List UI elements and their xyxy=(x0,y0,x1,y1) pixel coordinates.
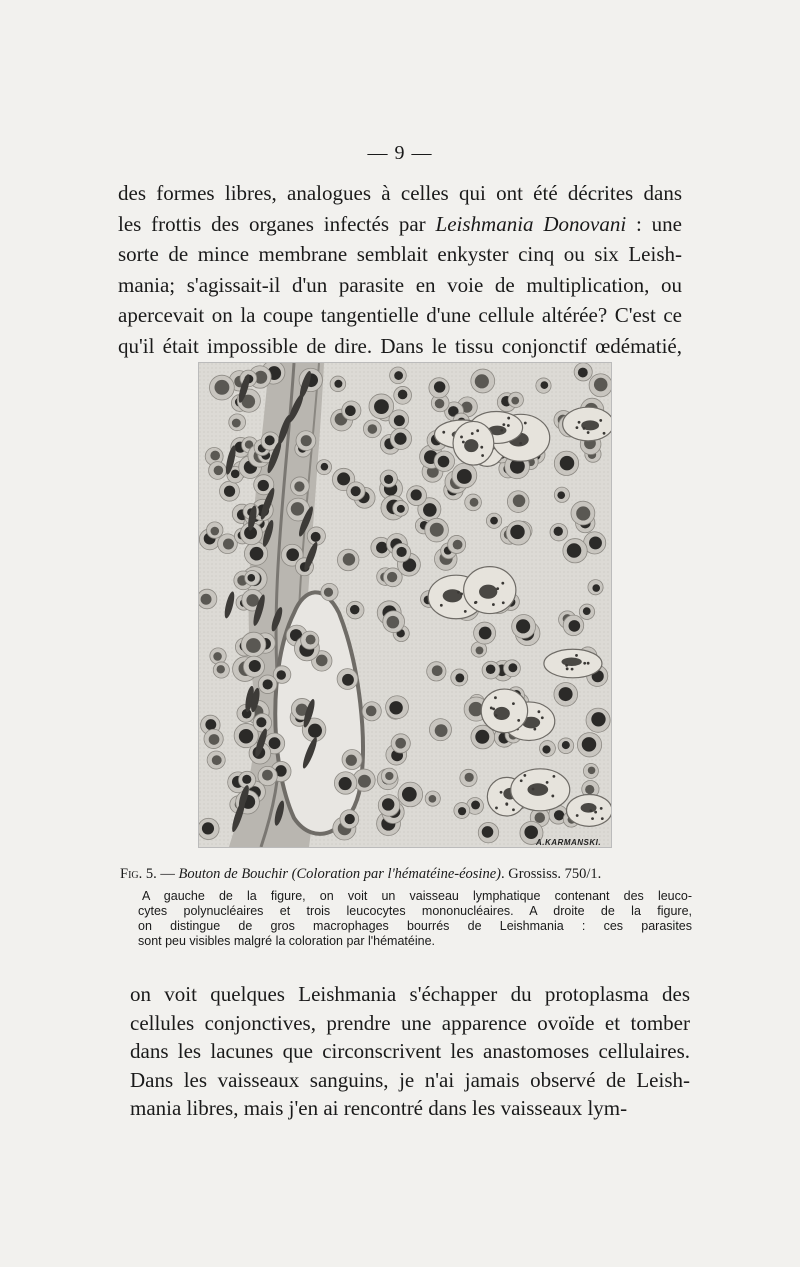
parasite-dot xyxy=(519,442,522,445)
parasite-dot xyxy=(494,696,497,699)
caption-line: on distingue de gros macrophages bourrés de Leishmania : ces parasites xyxy=(138,919,692,933)
cell-nucleus xyxy=(592,584,600,592)
cell-nucleus xyxy=(205,719,216,730)
cell-nucleus xyxy=(508,663,517,672)
cell-nucleus xyxy=(389,701,402,714)
parasite-dot xyxy=(507,424,510,427)
cell-nucleus xyxy=(510,525,524,539)
parasite-dot xyxy=(512,808,515,811)
cell-nucleus xyxy=(384,475,393,484)
parasite-dot xyxy=(474,601,477,604)
parasite-dot xyxy=(524,422,527,425)
cell-nucleus xyxy=(385,772,393,780)
cell-nucleus xyxy=(578,368,588,378)
cell-nucleus xyxy=(490,517,498,525)
text-line: qu'il était impossible de dire. Dans le tissu conjonctif œdématié, xyxy=(118,333,682,358)
cell-nucleus xyxy=(582,737,596,751)
cell-nucleus xyxy=(397,505,405,513)
cell-nucleus xyxy=(476,647,484,655)
cell-nucleus xyxy=(585,785,594,794)
cell-nucleus xyxy=(554,527,563,536)
cell-nucleus xyxy=(554,810,564,820)
cell-nucleus xyxy=(396,547,406,557)
caption-line: sont peu visibles malgré la coloration par l'hématéine. xyxy=(138,934,435,948)
illustrator-signature: A.KARMANSKI. xyxy=(536,838,602,847)
cell-nucleus xyxy=(212,755,222,765)
cell-nucleus xyxy=(453,540,463,550)
cell-nucleus xyxy=(559,687,573,701)
parasite-dot xyxy=(476,429,479,432)
species-name: Leishmania Donovani xyxy=(435,211,627,236)
cell-nucleus xyxy=(542,745,550,753)
cell-nucleus xyxy=(324,588,333,597)
cell-nucleus xyxy=(343,553,355,565)
parasite-dot xyxy=(546,781,549,784)
parasite-dot xyxy=(495,807,498,810)
parasite-dot xyxy=(442,431,445,434)
text-line: apercevait on la coupe tangentielle d'une cellule altérée? C'est ce xyxy=(118,303,682,327)
cell-nucleus xyxy=(465,773,474,782)
cell-nucleus xyxy=(246,638,261,653)
parasite-dot xyxy=(571,668,574,671)
cell-nucleus xyxy=(210,451,220,461)
parasite-dot xyxy=(492,707,495,710)
cell-nucleus xyxy=(306,635,316,645)
cell-nucleus xyxy=(457,469,472,484)
cell-nucleus xyxy=(591,712,605,726)
parasite-dot xyxy=(520,779,523,782)
cell-nucleus xyxy=(374,399,389,414)
cell-nucleus xyxy=(337,472,350,485)
parasite-dot xyxy=(507,417,510,420)
cell-nucleus xyxy=(223,539,234,550)
cell-nucleus xyxy=(511,397,519,405)
cell-nucleus xyxy=(291,502,304,515)
cell-nucleus xyxy=(398,390,408,400)
cell-nucleus xyxy=(471,801,480,810)
cell-nucleus xyxy=(588,767,596,775)
parasite-dot xyxy=(500,791,503,794)
parasite-dot xyxy=(532,788,535,791)
caption-heading: Fig. 5. — Bouton de Bouchir (Coloration par l'hématéine-éosine). Grossiss. 750/1. xyxy=(120,866,602,882)
text-line: Dans les vaisseaux sanguins, je n'ai jamais observé de Leish- xyxy=(130,1067,690,1092)
cell-nucleus xyxy=(475,730,489,744)
parasite-dot xyxy=(481,454,484,457)
parasite-dot xyxy=(603,432,606,435)
text-line: on voit quelques Leishmania s'échapper du protoplasma des xyxy=(130,982,690,1006)
parasite-dot xyxy=(505,802,508,805)
parasite-dot xyxy=(587,431,590,434)
cell-nucleus xyxy=(557,491,565,499)
cell-nucleus xyxy=(342,674,354,686)
cell-nucleus xyxy=(242,775,251,784)
cell-nucleus xyxy=(277,670,286,679)
parasite-dot xyxy=(462,441,465,444)
parasite-dot xyxy=(460,436,463,439)
cell-nucleus xyxy=(486,665,496,675)
cell-nucleus xyxy=(435,399,445,409)
cell-nucleus xyxy=(470,498,479,507)
parasite-dot xyxy=(517,719,520,722)
cell-nucleus xyxy=(265,435,275,445)
parasite-dot xyxy=(583,662,586,665)
macrophage-nucleus xyxy=(581,803,597,813)
figure-caption xyxy=(120,866,692,949)
cell-nucleus xyxy=(594,378,608,392)
cell-nucleus xyxy=(435,724,448,737)
cell-nucleus xyxy=(201,594,212,605)
text-line: mania; s'agissait-il d'un parasite en voie de multiplication, ou xyxy=(118,272,682,297)
cell-nucleus xyxy=(269,737,281,749)
cell-nucleus xyxy=(576,506,590,520)
caption-line: A gauche de la figure, on voit un vaisseau lymphatique contenant des leuco- xyxy=(142,889,692,903)
parasite-dot xyxy=(541,716,544,719)
text-line: cellules conjonctives, prendre une apparence ovoïde et tomber xyxy=(130,1010,690,1035)
parasite-dot xyxy=(591,817,594,820)
text-line: dans les lacunes que circonscrivent les anastomoses cellulaires. xyxy=(130,1039,690,1063)
parasite-dot xyxy=(578,421,581,424)
parasite-dot xyxy=(587,662,590,665)
paragraph-bottom xyxy=(130,980,690,1123)
text-line: sorte de mince membrane semblait enkyster cinq ou six Leish- xyxy=(118,242,682,266)
cell-nucleus xyxy=(215,380,230,395)
cell-nucleus xyxy=(351,486,361,496)
cell-nucleus xyxy=(394,415,405,426)
macrophage-nucleus xyxy=(464,439,478,452)
cell-nucleus xyxy=(263,679,273,689)
parasite-dot xyxy=(551,795,554,798)
parasite-dot xyxy=(576,814,579,817)
cell-nucleus xyxy=(458,807,466,815)
cell-nucleus xyxy=(513,495,525,507)
cell-nucleus xyxy=(524,825,538,839)
cell-nucleus xyxy=(350,605,359,614)
parasite-dot xyxy=(471,432,474,435)
parasite-dot xyxy=(523,774,526,777)
cell-nucleus xyxy=(382,798,394,810)
cell-nucleus xyxy=(482,826,494,838)
cell-nucleus xyxy=(301,435,312,446)
cell-nucleus xyxy=(224,486,235,497)
cell-nucleus xyxy=(535,812,546,823)
parasite-dot xyxy=(492,603,495,606)
cell-nucleus xyxy=(411,489,422,500)
parasite-dot xyxy=(583,427,586,430)
cell-nucleus xyxy=(589,536,602,549)
cell-nucleus xyxy=(231,470,240,479)
macrophage-nucleus xyxy=(562,657,582,666)
cell-nucleus xyxy=(358,775,371,788)
cell-nucleus xyxy=(475,374,489,388)
parasite-dot xyxy=(464,610,467,613)
parasite-dot xyxy=(589,809,592,812)
paragraph-top xyxy=(118,178,682,361)
parasite-dot xyxy=(457,591,460,594)
cell-nucleus xyxy=(479,627,492,640)
parasite-dot xyxy=(440,604,443,607)
cell-nucleus xyxy=(214,466,224,476)
cell-nucleus xyxy=(308,724,322,738)
cell-nucleus xyxy=(213,652,222,661)
cell-nucleus xyxy=(376,542,388,554)
cell-nucleus xyxy=(339,777,352,790)
macrophage-nucleus xyxy=(527,783,548,796)
parasite-dot xyxy=(502,423,505,426)
text-line: mania libres, mais j'en ai rencontré dans les vaisseaux lym- xyxy=(130,1096,628,1120)
parasite-dot xyxy=(594,811,597,814)
cell-nucleus xyxy=(346,755,357,766)
cell-nucleus xyxy=(294,481,304,491)
parasite-dot xyxy=(537,710,540,713)
cell-nucleus xyxy=(434,381,445,392)
cell-nucleus xyxy=(429,795,437,803)
cell-nucleus xyxy=(387,616,400,629)
parasite-dot xyxy=(480,446,483,449)
cell-nucleus xyxy=(430,523,444,537)
parasite-dot xyxy=(496,587,499,590)
caption-body xyxy=(120,889,692,949)
parasite-dot xyxy=(566,667,569,670)
cell-nucleus xyxy=(394,371,403,380)
caption-line: cytes polynucléaires et trois leucocytes mononucléaires. A droite de la figure, xyxy=(138,904,692,918)
parasite-dot xyxy=(512,702,515,705)
parasite-dot xyxy=(575,654,578,657)
cell-nucleus xyxy=(394,433,406,445)
parasite-dot xyxy=(553,775,556,778)
cell-nucleus xyxy=(438,456,450,468)
parasite-dot xyxy=(533,728,536,731)
cell-nucleus xyxy=(395,738,406,749)
cell-nucleus xyxy=(209,734,220,745)
cell-nucleus xyxy=(387,572,397,582)
page-number: — 9 — xyxy=(367,142,433,164)
parasite-dot xyxy=(599,419,602,422)
cell-nucleus xyxy=(311,532,321,542)
macrophage-nucleus xyxy=(494,707,510,720)
tissue-drawing xyxy=(199,363,611,847)
cell-nucleus xyxy=(345,405,356,416)
cell-nucleus xyxy=(516,619,530,633)
cell-nucleus xyxy=(316,655,328,667)
cell-nucleus xyxy=(569,620,581,632)
cell-nucleus xyxy=(249,660,261,672)
cell-nucleus xyxy=(583,607,591,615)
parasite-dot xyxy=(502,601,505,604)
histology-illustration xyxy=(198,362,612,848)
cell-nucleus xyxy=(334,380,342,388)
cell-nucleus xyxy=(567,543,582,558)
cell-nucleus xyxy=(239,729,253,743)
cell-nucleus xyxy=(345,814,355,824)
cell-nucleus xyxy=(250,547,264,561)
cell-nucleus xyxy=(211,527,220,536)
cell-nucleus xyxy=(560,456,575,471)
parasite-dot xyxy=(601,817,604,820)
cell-nucleus xyxy=(366,706,377,717)
cell-nucleus xyxy=(258,480,269,491)
cell-nucleus xyxy=(423,503,437,517)
cell-nucleus xyxy=(262,770,273,781)
cell-nucleus xyxy=(455,673,464,682)
cell-nucleus xyxy=(202,822,214,834)
cell-nucleus xyxy=(247,574,255,582)
text-line: les frottis des organes infectés par Leishmania Donovani : une xyxy=(118,211,683,236)
cell-nucleus xyxy=(286,548,299,561)
text-line: des formes libres, analogues à celles qui ont été décrites dans xyxy=(118,181,682,205)
parasite-dot xyxy=(500,429,503,432)
parasite-dot xyxy=(501,582,504,585)
parasite-dot xyxy=(460,592,463,595)
cell-nucleus xyxy=(256,717,266,727)
cell-nucleus xyxy=(232,419,241,428)
parasite-dot xyxy=(495,714,498,717)
cell-nucleus xyxy=(562,741,570,749)
cell-nucleus xyxy=(246,594,258,606)
macrophage-nucleus xyxy=(479,585,497,599)
parasite-dot xyxy=(576,426,579,429)
cell-nucleus xyxy=(402,787,417,802)
cell-nucleus xyxy=(321,463,329,471)
parasite-dot xyxy=(565,664,568,667)
cell-nucleus xyxy=(217,665,225,673)
cell-nucleus xyxy=(368,424,378,434)
cell-nucleus xyxy=(540,381,548,389)
cell-nucleus xyxy=(432,665,443,676)
parasite-dot xyxy=(600,807,603,810)
